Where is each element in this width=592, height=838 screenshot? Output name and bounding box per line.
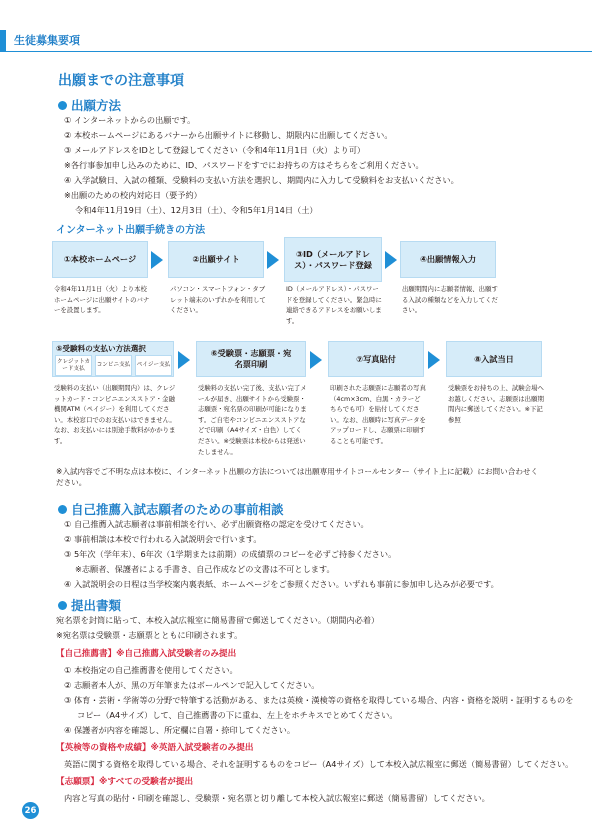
page-header <box>0 30 592 52</box>
documents-intro-1: 宛名票を封筒に貼って、本校入試広報室に簡易書留で郵送してください。（期間内必着） <box>56 615 380 625</box>
arrow-right-icon <box>267 251 279 269</box>
method-line-3: ③ メールアドレスをIDとして登録してください（令和4年11月1日（火）より可） <box>64 145 366 155</box>
consult-line-4: ④ 入試説明会の日程は当学校案内裏表紙、ホームページをご参照ください。いずれも事前に参加申し込みが必要です。 <box>64 579 499 589</box>
method-dates: 令和4年11月19日（土）、12月3日（土）、令和5年1月14日（土） <box>75 205 318 215</box>
method-note-1: ※各行事参加申し込みのために、ID、パスワードをすでにお持ちの方はそちらをご利用ください。 <box>64 160 424 170</box>
arrow-right-icon <box>310 351 322 369</box>
method-note-2: ※出願のための校内対応日（要予約） <box>64 190 202 200</box>
step-7-box <box>328 341 424 377</box>
step-8-box <box>446 341 542 377</box>
section-heading-pre-consultation <box>58 500 284 518</box>
step-5-box <box>52 341 174 377</box>
step-6-desc: 受験料の支払い完了後、支払い完了メールが届き、出願サイトから受験票・志願票・宛名票の印刷が可能になります。ご自宅やコンビニエンスストアなどで印刷（A4サイズ・白色）してください。※受験票は本校からは発送いたしません。 <box>198 384 307 456</box>
self-recommendation-heading: 【自己推薦書】※自己推薦入試受験者のみ提出 <box>56 649 237 659</box>
self-line-3: ③ 体育・芸術・学術等の分野で特筆する活動がある、または英検・漢検等の資格を取得している場合、内容・資格を説明・証明するものを <box>64 695 574 705</box>
header-rule <box>0 30 592 52</box>
pay-method-convenience: コンビニ支払 <box>95 355 132 376</box>
arrow-right-icon <box>151 251 163 269</box>
step-2-label: ②出願サイト <box>192 254 240 264</box>
consult-line-1: ① 自己推薦入試志願者は事前相談を行い、必ず出願資格の認定を受けてください。 <box>64 519 369 529</box>
flow-heading: インターネット出願手続きの方法 <box>56 225 206 236</box>
consult-line-3: ③ 5年次（学年末）、6年次（1学期または前期）の成績票のコピーを必ずご持参ください。 <box>64 549 397 559</box>
pay-method-payeasy: ペイジー支払 <box>135 355 172 376</box>
step-7-desc: 印刷された志願票に志願者の写真（4cm×3cm、白黒・カラーどちらでも可）を貼付してください。なお、出願時に写真データをアップロードし、志願票に印刷することも可能です。 <box>330 384 426 445</box>
english-cert-heading: 【英検等の資格や成績】※英語入試受験者のみ提出 <box>56 743 254 753</box>
section-heading-text: 出願方法 <box>71 98 122 113</box>
step-4-label: ④出願情報入力 <box>419 254 477 264</box>
method-line-2: ② 本校ホームページにあるバナーから出願サイトに移動し、期限内に出願してください。 <box>64 130 393 140</box>
arrow-right-icon <box>428 351 440 369</box>
step-3-label: ③ID（メールアドレス）・パスワード登録 <box>294 248 372 270</box>
step-3-desc: ID（メールアドレス）・パスワードを登録してください。緊急時に連絡できるアドレスをお願いします。 <box>286 285 382 325</box>
self-line-2: ② 志願者本人が、黒の万年筆またはボールペンで記入してください。 <box>64 680 320 690</box>
arrow-right-icon <box>178 351 190 369</box>
gansho-line: 内容と写真の貼付・印刷を確認し、受験票・宛名票と切り離して本校入試広報室に郵送（簡易書留）してください。 <box>64 793 490 803</box>
flow-note: ※入試内容でご不明な点は本校に、インターネット出願の方法については出願専用サイトコールセンター（サイト上に記載）にお問い合わせください。 <box>56 467 539 487</box>
header-tab-mark <box>0 30 6 52</box>
header-label: 生徒募集要項 <box>14 34 80 47</box>
step-1-box <box>52 241 148 278</box>
step-2-box <box>168 241 264 278</box>
step-6-box <box>196 341 306 377</box>
self-line-4: ④ 保護者が内容を確認し、所定欄に自署・捺印してください。 <box>64 725 296 735</box>
section-heading-text: 自己推薦入試志願者のための事前相談 <box>71 502 284 517</box>
bullet-dot-icon <box>58 601 67 610</box>
consult-note: ※志願者、保護者による手書き、自己作成などの文書は不可とします。 <box>75 564 335 574</box>
step-6-label: ⑥受験票・志願票・宛名票印刷 <box>210 348 292 369</box>
step-1-desc: 令和4年11月1日（火）より本校ホームページに出願サイトのバナーを設置します。 <box>54 285 150 315</box>
step-8-label: ⑧入試当日 <box>474 353 514 364</box>
section-heading-documents <box>58 596 121 614</box>
section-heading-application-method <box>58 96 121 114</box>
step-4-box <box>400 241 496 278</box>
page-number: 26 <box>22 802 39 819</box>
step-4-desc: 出願期間内に志願者情報、出願する入試の種類などを入力してください。 <box>402 285 498 315</box>
method-line-1: ① インターネットからの出願です。 <box>64 115 196 125</box>
consult-line-2: ② 事前相談は本校で行われる入試説明会で行います。 <box>64 534 262 544</box>
gansho-heading: 【志願票】※すべての受験者が提出 <box>56 777 194 787</box>
arrow-right-icon <box>385 251 397 269</box>
step-5-desc: 受験料の支払い（出願期間内）は、クレジットカード・コンビニエンスストア・金融機関ATM（ペイジー）を利用してください。本校窓口でのお支払いはできません。なお、お支払いには別途手数料がかかります。 <box>54 384 176 445</box>
english-cert-line: 英語に関する資格を取得している場合、それを証明するものをコピー（A4サイズ）して本校入試広報室に郵送（簡易書留）してください。 <box>64 759 574 769</box>
step-1-label: ①本校ホームページ <box>63 254 137 264</box>
section-heading-text: 提出書類 <box>71 598 122 613</box>
step-2-desc: パソコン・スマートフォン・タブレット端末のいずれかを利用してください。 <box>170 285 266 315</box>
self-line-3-cont: コピー（A4サイズ）して、自己推薦書の下に重ね、左上をホチキスでとめてください。 <box>77 710 398 720</box>
step-3-box <box>284 237 382 282</box>
step-7-label: ⑦写真貼付 <box>356 353 396 364</box>
method-line-4: ④ 入学試験日、入試の種類、受験料の支払い方法を選択し、期間内に入力して受験料をお支払いください。 <box>64 175 459 185</box>
self-line-1: ① 本校指定の自己推薦書を使用してください。 <box>64 665 238 675</box>
step-8-desc: 受験票をお持ちの上、試験会場へお越しください。志願票は出願期間内に郵送してください。※下記参照 <box>448 384 544 424</box>
bullet-dot-icon <box>58 101 67 110</box>
step-5-label: ⑤受験料の支払い方法選択 <box>56 344 146 353</box>
pay-method-card: クレジットカード支払 <box>55 355 92 376</box>
page-title: 出願までの注意事項 <box>58 73 184 89</box>
documents-intro-2: ※宛名票は受験票・志願票とともに印刷されます。 <box>56 630 243 640</box>
bullet-dot-icon <box>58 505 67 514</box>
